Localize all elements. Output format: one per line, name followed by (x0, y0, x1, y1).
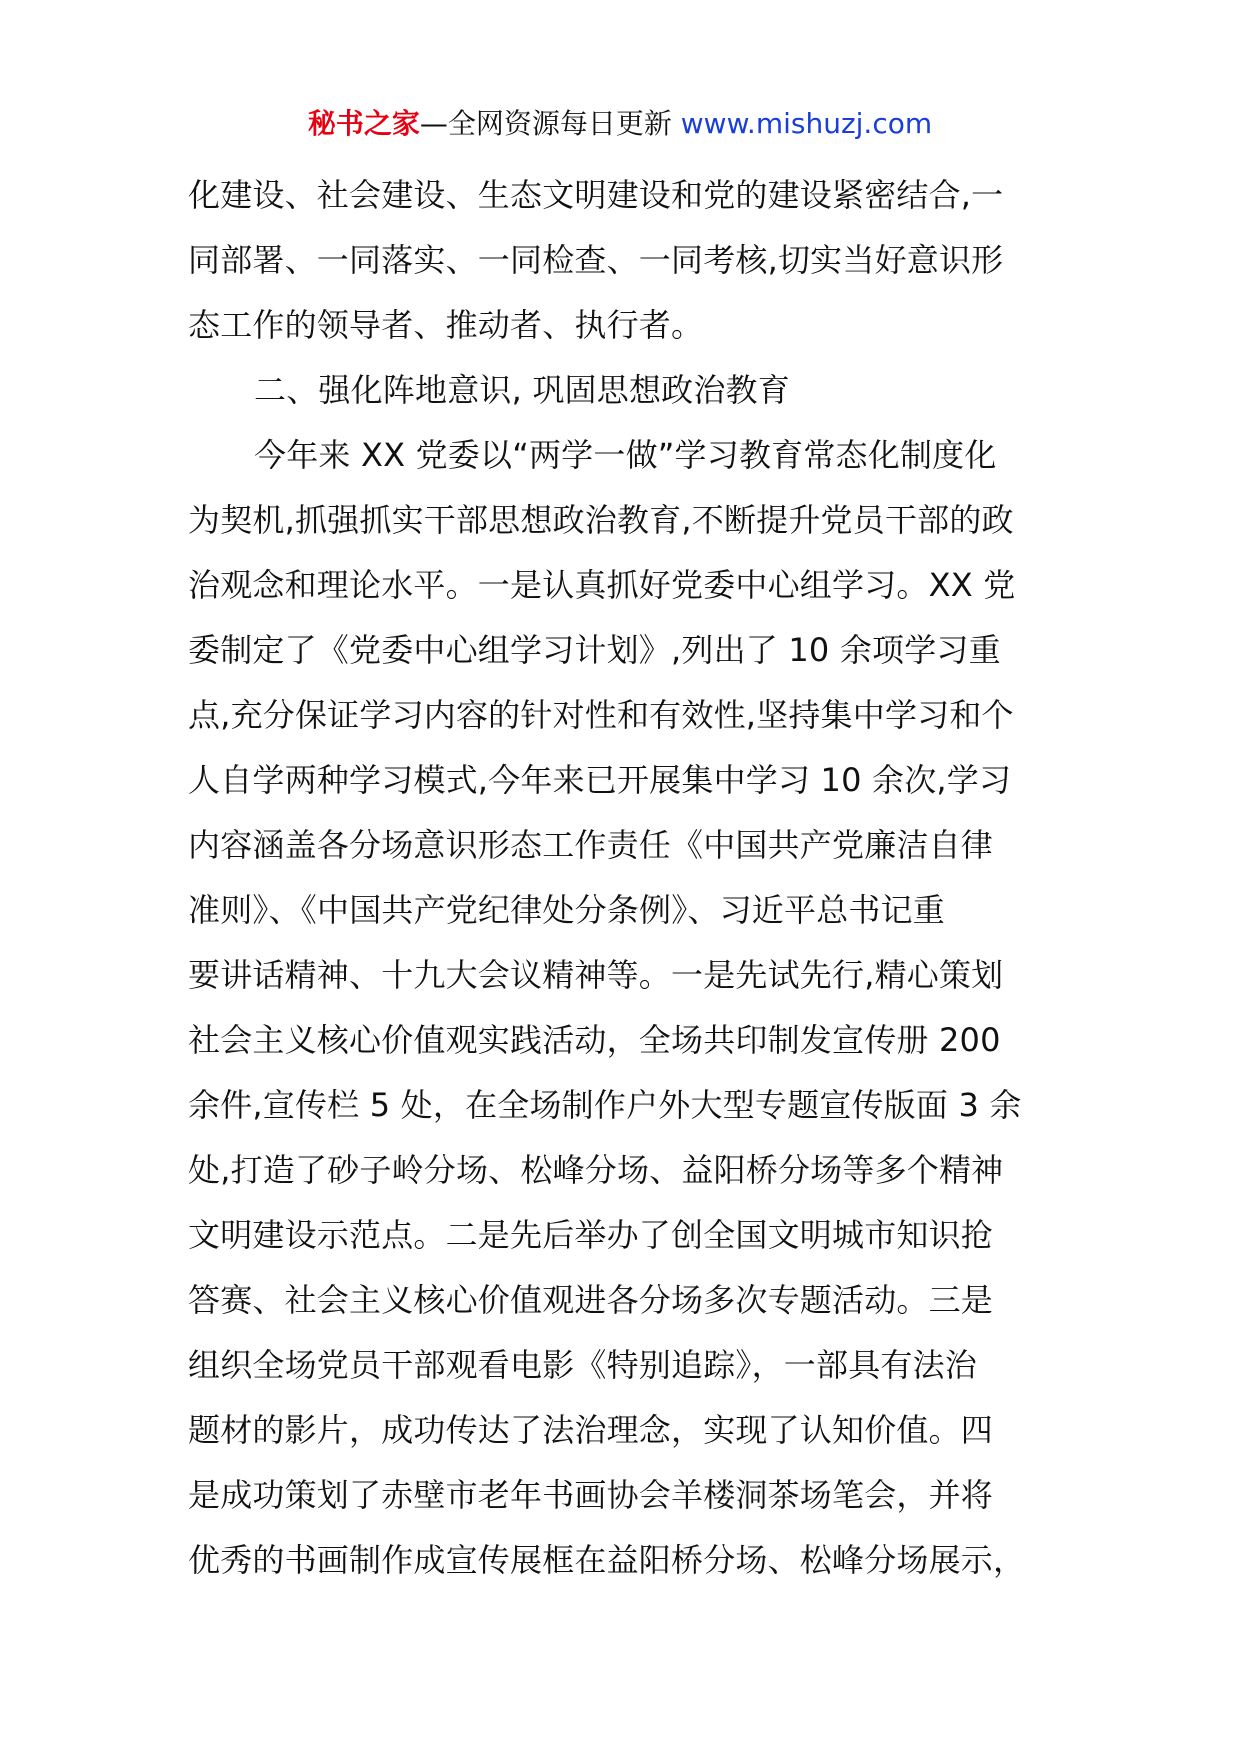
text-line: 答赛、社会主义核心价值观进各分场多次专题活动。三是 (188, 1281, 994, 1319)
text-line: 是成功策划了赤壁市老年书画协会羊楼洞茶场笔会，并将 (188, 1476, 994, 1514)
text-line: 同部署、一同落实、一同检查、一同考核,切实当好意识形 (188, 241, 1004, 279)
text-line: 点,充分保证学习内容的针对性和有效性,坚持集中学习和个 (188, 696, 1014, 734)
text-line: 社会主义核心价值观实践活动，全场共印制发宣传册 200 (188, 1021, 1001, 1059)
text-line: 内容涵盖各分场意识形态工作责任《中国共产党廉洁自律 (188, 826, 994, 864)
brand-name: 秘书之家 (307, 107, 420, 140)
text-line: 组织全场党员干部观看电影《特别追踪》，一部具有法治 (188, 1346, 978, 1384)
header-tagline: —全网资源每日更新 (419, 107, 681, 140)
text-line: 准则》、《中国共产党纪律处分条例》、习近平总书记重 (188, 891, 946, 929)
text-line: 文明建设示范点。二是先后举办了创全国文明城市知识抢 (188, 1216, 994, 1254)
text-line: 化建设、社会建设、生态文明建设和党的建设紧密结合,一 (188, 176, 1004, 214)
text-line: 处,打造了砂子岭分场、松峰分场、益阳桥分场等多个精神 (188, 1151, 1004, 1189)
section-heading: 二、强化阵地意识, 巩固思想政治教育 (254, 371, 790, 409)
site-url-link[interactable]: www.mishuzj.com (680, 107, 933, 140)
page-header (0, 104, 1240, 144)
text-line: 为契机,抓强抓实干部思想政治教育,不断提升党员干部的政 (188, 501, 1014, 539)
text-line: 余件,宣传栏 5 处，在全场制作户外大型专题宣传版面 3 余 (188, 1086, 1022, 1124)
text-line: 人自学两种学习模式,今年来已开展集中学习 10 余次,学习 (188, 761, 1012, 799)
text-line: 题材的影片，成功传达了法治理念，实现了认知价值。四 (188, 1411, 994, 1449)
document-body (188, 163, 1068, 1593)
text-line: 治观念和理论水平。一是认真抓好党委中心组学习。XX 党 (188, 566, 1016, 604)
text-line: 要讲话精神、十九大会议精神等。一是先试先行,精心策划 (188, 956, 1004, 994)
text-line: 委制定了《党委中心组学习计划》,列出了 10 余项学习重 (188, 631, 1001, 669)
paragraph-start: 今年来 XX 党委以“两学一做”学习教育常态化制度化 (254, 436, 997, 474)
text-line: 态工作的领导者、推动者、执行者。 (188, 306, 704, 344)
text-line: 优秀的书画制作成宣传展框在益阳桥分场、松峰分场展示， (188, 1541, 1026, 1579)
